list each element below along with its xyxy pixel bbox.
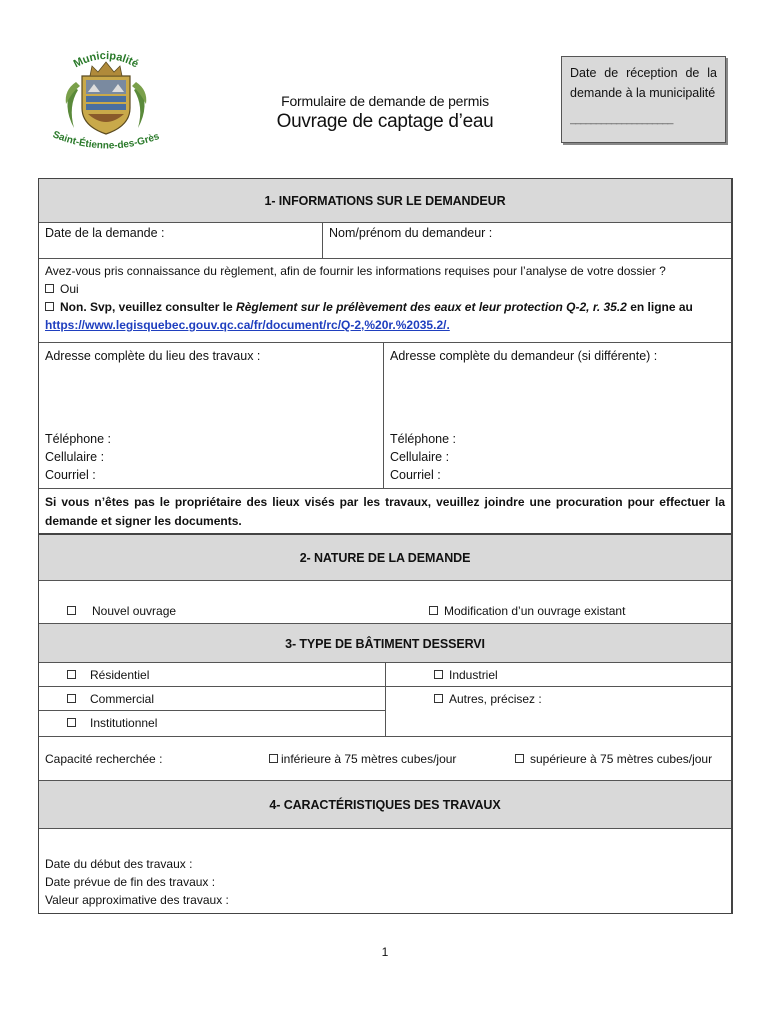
works-email-label: Courriel : [45, 468, 96, 482]
yes-label: Oui [60, 282, 79, 296]
institutional-checkbox[interactable] [67, 718, 76, 727]
regulation-link[interactable]: https://www.legisquebec.gouv.qc.ca/fr/document/rc/Q-2,%20r.%2035.2/. [45, 318, 450, 332]
permit-form [38, 178, 733, 914]
building-type-right [385, 663, 731, 736]
municipality-logo [42, 46, 170, 158]
works-cell-label: Cellulaire : [45, 450, 105, 464]
applicant-address-label: Adresse complète du demandeur (si différente) : [390, 349, 658, 363]
ownership-notice: Si vous n’êtes pas le propriétaire des lieux visés par les travaux, veuillez joindre une procuration pour effectuer la demande et signer les documents. [45, 495, 725, 528]
applicant-name-label: Nom/prénom du demandeur : [329, 226, 493, 240]
option-modify-work[interactable] [429, 604, 731, 618]
works-address-field[interactable] [39, 343, 383, 488]
institutional-label: Institutionnel [90, 716, 158, 730]
address-row [39, 343, 731, 489]
applicant-address-field[interactable] [383, 343, 731, 488]
logo-top-text: Municipalité [71, 49, 141, 71]
section-1-title: 1- INFORMATIONS SUR LE DEMANDEUR [264, 194, 506, 208]
regulation-question-row [39, 259, 731, 343]
section-3-title: 3- TYPE DE BÂTIMENT DESSERVI [285, 637, 485, 651]
option-capacity-high[interactable] [515, 752, 725, 766]
option-new-work[interactable] [39, 604, 429, 618]
no-prefix: Non. Svp, veuillez consulter le [60, 300, 237, 314]
option-institutional[interactable] [39, 711, 385, 735]
industrial-label: Industriel [449, 668, 498, 682]
industrial-checkbox[interactable] [434, 670, 443, 679]
works-details [39, 829, 731, 913]
building-type-left [39, 663, 385, 736]
other-checkbox[interactable] [434, 694, 443, 703]
logo-bottom-text: Saint-Étienne-des-Grès [50, 129, 161, 152]
form-subtitle: Ouvrage de captage d’eau [276, 111, 494, 132]
works-phone-label: Téléphone : [45, 432, 112, 446]
residential-checkbox[interactable] [67, 670, 76, 679]
option-commercial[interactable] [39, 687, 385, 711]
residential-label: Résidentiel [90, 668, 150, 682]
section-3-header [39, 623, 731, 663]
capacity-high-label: supérieure à 75 mètres cubes/jour [530, 751, 713, 766]
applicant-cell-label: Cellulaire : [390, 450, 450, 464]
section-2-header [39, 535, 731, 581]
estimated-value-field[interactable]: Valeur approximative des travaux : [45, 893, 229, 907]
capacity-high-checkbox[interactable] [515, 754, 524, 763]
option-other[interactable] [386, 687, 731, 711]
form-header [240, 93, 530, 133]
section-1-header [39, 179, 731, 223]
no-checkbox[interactable] [45, 302, 54, 311]
no-suffix: en ligne au [626, 300, 693, 314]
option-residential[interactable] [39, 663, 385, 687]
reception-label: Date de réception de la demande à la municipalité [570, 66, 717, 100]
ownership-notice-row [39, 489, 731, 535]
applicant-phone-label: Téléphone : [390, 432, 457, 446]
commercial-label: Commercial [90, 692, 155, 706]
applicant-email-label: Courriel : [390, 468, 441, 482]
works-address-label: Adresse complète du lieu des travaux : [45, 349, 261, 363]
option-capacity-low[interactable] [269, 752, 515, 766]
yes-checkbox[interactable] [45, 284, 54, 293]
section-2-title: 2- NATURE DE LA DEMANDE [299, 551, 471, 565]
capacity-row [39, 737, 731, 781]
capacity-low-label: inférieure à 75 mètres cubes/jour [281, 751, 457, 766]
capacity-low-checkbox[interactable] [269, 754, 278, 763]
option-industrial[interactable] [386, 663, 731, 687]
commercial-checkbox[interactable] [67, 694, 76, 703]
request-nature-row [39, 581, 731, 623]
regulation-question: Avez-vous pris connaissance du règlement, afin de fournir les informations requises pour l’analyse de votre dossier ? [45, 264, 666, 278]
form-title: Formulaire de demande de permis [281, 93, 489, 109]
option-no[interactable] [45, 298, 725, 316]
request-date-label: Date de la demande : [45, 226, 165, 240]
end-date-field[interactable]: Date prévue de fin des travaux : [45, 875, 216, 889]
other-label: Autres, précisez : [449, 692, 542, 706]
building-type-row [39, 663, 731, 737]
modify-work-label: Modification d’un ouvrage existant [444, 604, 626, 618]
new-work-checkbox[interactable] [67, 606, 76, 615]
new-work-label: Nouvel ouvrage [92, 604, 177, 618]
applicant-name-field[interactable] [322, 223, 731, 258]
request-info-row [39, 223, 731, 259]
regulation-title: Règlement sur le prélèvement des eaux et leur protection Q-2, r. 35.2 [236, 300, 627, 314]
section-4-title: 4- CARACTÉRISTIQUES DES TRAVAUX [269, 798, 501, 812]
start-date-field[interactable]: Date du début des travaux : [45, 857, 193, 871]
reception-date-box [561, 56, 726, 143]
coat-of-arms-icon [42, 46, 170, 158]
request-date-field[interactable] [39, 223, 322, 258]
section-4-header [39, 781, 731, 829]
modify-work-checkbox[interactable] [429, 606, 438, 615]
reception-blank[interactable]: ____________________ [570, 113, 673, 125]
option-yes[interactable] [45, 280, 725, 298]
capacity-label: Capacité recherchée : [45, 751, 163, 766]
page-number: 1 [381, 945, 389, 959]
